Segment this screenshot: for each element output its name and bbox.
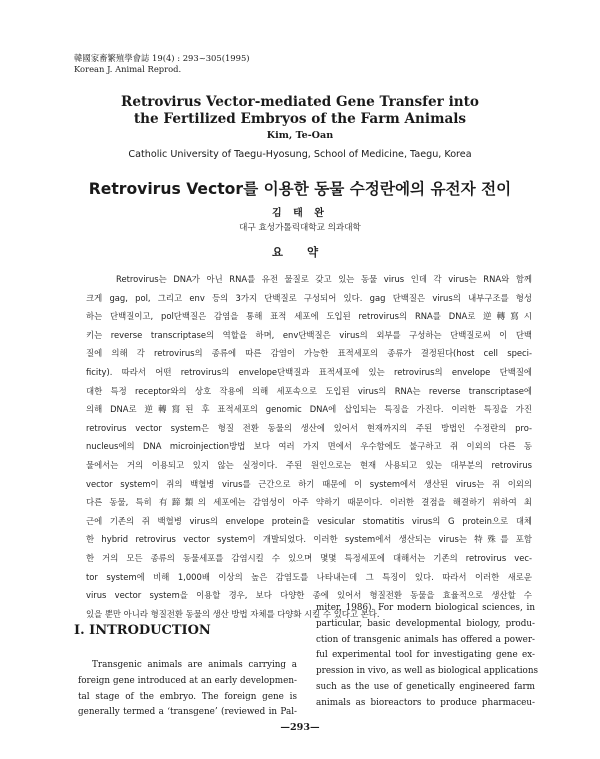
right-column (316, 601, 539, 712)
abstract-line: 크게 gag, pol, 그리고 env 등의 3가지 단백질로 구성되어 있다. gag 단백질은 virus의 내부구조를 형성 (86, 292, 532, 303)
abstract-heading: 요 약 (271, 245, 329, 259)
abstract-line: 질에 의해 각 retrovirus의 종류에 따른 감염이 가능한 표적세포의 종류가 결정된다(host cell speci- (86, 348, 532, 359)
abstract-line: 근에 기존의 쥐 백혈병 virus의 envelope protein을 vesicular stomatitis virus의 G protein으로 대체 (86, 515, 532, 526)
page-number: —293— (280, 722, 320, 733)
abstract-line: 대한 특정 receptor와의 상호 작용에 의해 세포속으로 도입된 virus의 RNA는 reverse transcriptase에 (86, 385, 532, 396)
abstract-line: 의해 DNA로 逆轉寫된 후 표적세포의 genomic DNA에 삽입되는 특징을 가진다. 이러한 특징을 가진 (86, 404, 532, 415)
abstract-line: 키는 reverse transcriptase의 역할을 하며, env단백질은 virus의 외부를 구성하는 단백질로써 이 단백 (86, 329, 532, 340)
author-name: Kim, Te-Oan (266, 130, 334, 141)
body-line: particular, basic developmental biology, produ- (316, 618, 535, 629)
korean-title: Retrovirus Vector를 이용한 동물 수정란에의 유전자 전이 (88, 180, 512, 198)
korean-author-name: 김 태 완 (272, 208, 328, 219)
abstract-line: retrovirus vector system은 형질 전환 동물의 생산에 있어서 현재까지의 주된 방법인 수정란의 pro- (86, 422, 532, 433)
body-line: such as the use of genetically engineered farm (316, 681, 535, 692)
abstract-line: tor system에 비해 1,000배 이상의 높은 감염도를 나타내는데 그 특징이 있다. 따라서 이러한 새로운 (86, 571, 532, 582)
paper-title-line-1: Retrovirus Vector-mediated Gene Transfer into (121, 94, 479, 110)
abstract-line: 한 거의 모든 종류의 동물세포를 감염시킬 수 있으며 몇몇 특정세포에 대해서는 기존의 retrovirus vec- (86, 552, 532, 563)
body-line: generally termed a ‘transgene’ (reviewed in Pal- (78, 707, 297, 718)
abstract-line: 물에서는 거의 이용되고 있지 않는 실정이다. 주된 원인으로는 현재 사용되고 있는 대부분의 retrovirus (86, 459, 532, 470)
journal-citation-english: Korean J. Animal Reprod. (74, 64, 182, 74)
body-line: foreign gene introduced at an early developmen- (78, 675, 297, 686)
body-line: ful experimental tool for investigating gene ex- (316, 650, 535, 661)
abstract-line: ficity). 따라서 어떤 retrovirus의 envelope단백질과 표적세포에 있는 retrovirus의 envelope 단백질에 (86, 366, 532, 377)
left-column (78, 658, 297, 721)
abstract-line: 하는 단백질이고, pol단백질은 감염을 통해 표적 세포에 도입된 retrovirus의 RNA를 DNA로 逆轉寫시 (86, 311, 532, 322)
abstract-line: vector system이 쥐의 백혈병 virus를 근간으로 하기 때문에 이 system에서 생산된 virus는 쥐 이외의 (86, 478, 532, 489)
korean-affiliation: 대구 효성가톨릭대학교 의과대학 (239, 223, 361, 233)
body-line: tal stage of the embryo. The foreign gene is (78, 691, 297, 702)
abstract-line: Retrovirus는 DNA가 아닌 RNA를 유전 물질로 갖고 있는 동물 virus 인데 각 virus는 RNA와 함께 (116, 274, 532, 284)
abstract-line: 한 hybrid retrovirus vector system이 개발되었다. 이러한 system에서 생산되는 virus는 特殊를 포함 (86, 534, 532, 545)
abstract-line: virus vector system을 이용할 경우, 보다 다양한 종에 있어서 형질전환 동물을 효율적으로 생산할 수 (86, 590, 532, 601)
abstract-body (86, 270, 532, 623)
body-line: miter, 1986). For modern biological sciences, in (316, 603, 535, 613)
body-line: pression in vivo, as well as biological applications (316, 666, 539, 677)
paper-title-line-2: the Fertilized Embryos of the Farm Animals (133, 111, 467, 127)
body-line: animals as bioreactors to produce pharmaceu- (316, 697, 535, 708)
abstract-line: nucleus에의 DNA microinjection방법 보다 여러 가지 면에서 우수함에도 불구하고 쥐 이외의 다른 동 (86, 441, 532, 452)
section-heading-introduction: Ⅰ. INTRODUCTION (74, 623, 211, 638)
journal-citation-korean: 韓國家畜繁殖學會誌 19(4) : 293~305(1995) (74, 53, 250, 63)
abstract-line: 있을 뿐만 아니라 형질전환 동물의 생산 방법 자체를 다양화 시킬 수 있다고 본다. (86, 608, 380, 619)
body-line: ction of transgenic animals has offered a power- (316, 634, 535, 645)
author-affiliation: Catholic University of Taegu-Hyosung, School of Medicine, Taegu, Korea (128, 149, 472, 160)
body-line: Transgenic animals are animals carrying a (92, 660, 297, 670)
abstract-line: 다른 동물, 특히 有蹄類의 세포에는 감염성이 아주 약하기 때문이다. 이러한 결점을 해결하기 위하여 최 (86, 497, 532, 508)
journal-citation (74, 53, 250, 75)
